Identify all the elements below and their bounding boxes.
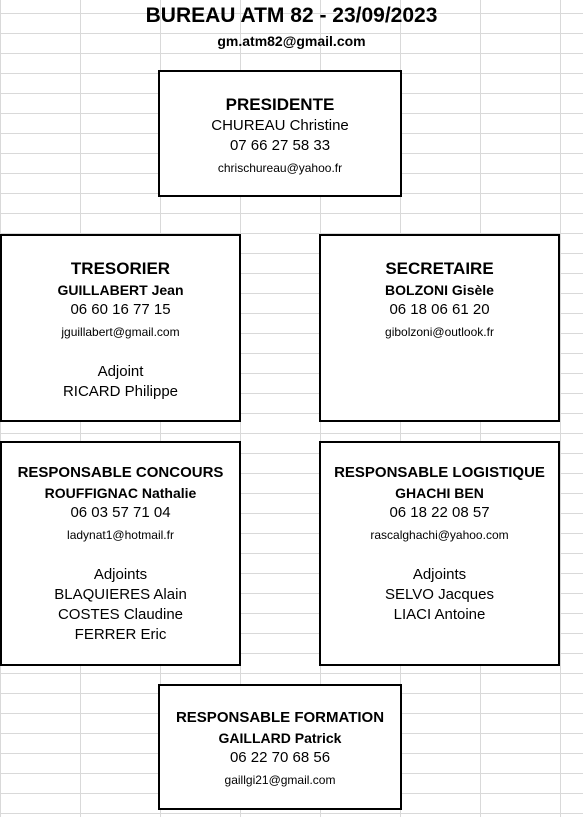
adjoint-label: Adjoint (97, 363, 144, 380)
tresorier-card (0, 234, 241, 422)
adjoint-name: COSTES Claudine (57, 606, 184, 623)
contact-email: gm.atm82@gmail.com (217, 33, 366, 49)
adjoint-name: RICARD Philippe (62, 383, 179, 400)
formation-card (158, 684, 402, 810)
role-title: RESPONSABLE LOGISTIQUE (334, 464, 545, 481)
adjoint-name: FERRER Eric (74, 626, 167, 643)
phone-number: 06 22 70 68 56 (229, 749, 331, 766)
role-title: RESPONSABLE CONCOURS (17, 464, 224, 481)
email-address: ladynat1@hotmail.fr (67, 528, 174, 542)
secretaire-card (319, 234, 560, 422)
email-address: gibolzoni@outlook.fr (385, 325, 494, 339)
phone-number: 07 66 27 58 33 (229, 137, 331, 154)
adjoint-name: BLAQUIERES Alain (54, 586, 187, 603)
role-title: PRESIDENTE (225, 95, 335, 114)
member-name: BOLZONI Gisèle (385, 282, 494, 298)
email-address: chrischureau@yahoo.fr (217, 161, 343, 175)
phone-number: 06 03 57 71 04 (70, 504, 171, 521)
presidente-card (158, 70, 402, 197)
phone-number: 06 60 16 77 15 (70, 301, 171, 318)
member-name: ROUFFIGNAC Nathalie (44, 485, 197, 501)
concours-card (0, 441, 241, 666)
role-title: TRESORIER (70, 259, 171, 278)
member-name: GAILLARD Patrick (218, 730, 342, 746)
adjoint-name: LIACI Antoine (393, 606, 486, 623)
page-title: BUREAU ATM 82 - 23/09/2023 (145, 4, 438, 27)
member-name: CHUREAU Christine (211, 117, 349, 134)
email-address: rascalghachi@yahoo.com (370, 528, 509, 542)
adjoint-name: SELVO Jacques (385, 586, 494, 603)
role-title: SECRETAIRE (385, 259, 494, 278)
email-address: jguillabert@gmail.com (61, 325, 180, 339)
adjoint-label: Adjoints (412, 566, 467, 583)
member-name: GUILLABERT Jean (57, 282, 184, 298)
role-title: RESPONSABLE FORMATION (175, 709, 385, 726)
logistique-card (319, 441, 560, 666)
phone-number: 06 18 06 61 20 (389, 301, 490, 318)
email-address: gaillgi21@gmail.com (224, 773, 336, 787)
phone-number: 06 18 22 08 57 (389, 504, 490, 521)
member-name: GHACHI BEN (395, 485, 484, 501)
adjoint-label: Adjoints (93, 566, 148, 583)
